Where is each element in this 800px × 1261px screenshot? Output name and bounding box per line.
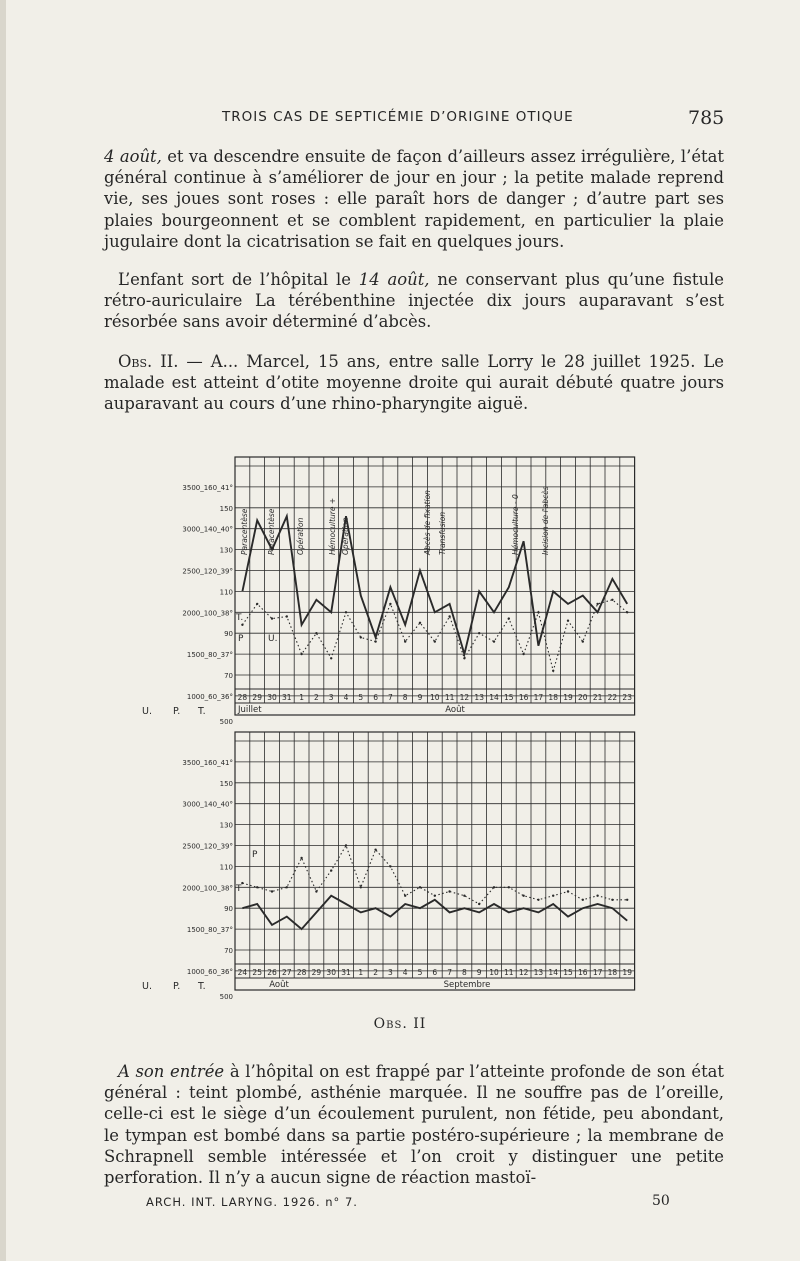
chart-annotation: Hémoculture + [328,497,337,555]
footer-signature: 50 [652,1193,670,1209]
pulse-point [419,622,421,624]
paragraph-2-before: L’enfant sort de l’hôpital le [118,270,359,289]
day-label: 3 [328,693,334,702]
day-label: 18 [548,693,558,702]
day-label: 8 [402,693,408,702]
day-label: 5 [358,693,364,702]
chart-annotation: Paracentèse [267,508,276,555]
day-label: 12 [518,968,529,977]
day-label: 29 [252,693,262,702]
axis-label: 3500_160_41° [182,483,233,492]
pulse-point [596,895,598,897]
obs-label: Obs. II. [118,352,179,371]
day-label: 29 [311,968,322,977]
pulse-point [241,882,243,884]
day-label: 28 [296,968,307,977]
day-label: 11 [504,968,514,977]
pulse-point [522,895,524,897]
axis-label: 2000_100_38° [182,884,233,893]
pulse-point [537,899,539,901]
paragraph-1-text: et va descendre ensuite de façon d’ailleurs assez irrégulière, l’état général continue à s’améliorer de jour en jour ; la petite malade reprend vie, ses joues sont roses : elle paraît hors de danger ; d’autre part ses plaies bourgeonnent et se comblent rapidement, en particulier la plaie jugulaire dont la cicatrisation se fait en quelques jours. [104,147,724,251]
axis-label: 110 [219,588,233,597]
axis-key-label: P. [173,706,181,717]
figure-caption: Obs. II [373,1016,427,1032]
paragraph-2-after: ne conservant plus qu’une fistule rétro-auriculaire La térébenthine injectée dix jours auparavant s’est résorbée sans avoir déterminé d’abcès. [104,270,725,332]
axis-label: 150 [219,779,233,788]
pulse-point [463,895,465,897]
chart-marker: T. [236,613,244,623]
day-label: 4 [343,693,349,702]
day-label: 5 [417,968,423,977]
chart-frame [235,457,635,715]
day-label: 21 [592,693,603,702]
pulse-point [345,611,347,613]
day-label: 26 [267,968,277,977]
axis-label: 500 [219,717,233,726]
day-label: 1 [358,968,364,977]
axis-label: 500 [219,992,233,1001]
day-label: 8 [462,968,467,977]
day-label: 1 [299,693,304,702]
axis-key-label: T. [198,981,206,992]
paragraph-3-text: — A... Marcel, 15 ans, entre salle Lorry le 28 juillet 1925. Le malade est atteint d’otite moyenne droite qui aurait débuté quatre jours auparavant au cours d’une rhino-pharyngite aiguë. [104,352,724,414]
chart-marker: P [238,634,244,644]
pulse-point [434,640,436,642]
pulse-point [567,890,569,892]
pulse-point [552,895,554,897]
footer [0,1193,800,1213]
chart-annotation: Incision de l'abcès [541,486,550,555]
pulse-point [493,886,495,888]
running-head [0,107,800,129]
pulse-point [404,640,406,642]
pulse-point [463,657,465,659]
pulse-point [256,886,258,888]
paragraph-admission [104,1061,724,1188]
pulse-point [596,603,598,605]
axis-key-label: U. [142,706,152,717]
day-label: 13 [533,968,544,977]
day-label: 13 [474,693,484,702]
axis-label: 90 [224,630,233,639]
day-label: 20 [578,693,588,702]
temperature-series-line [242,896,627,929]
pulse-point [330,657,332,659]
day-label: 2 [373,968,378,977]
pulse-point [419,886,421,888]
pulse-point [448,890,450,892]
page-edge [0,0,6,1261]
axis-label: 2500_120_39° [182,842,233,851]
pulse-point [286,886,288,888]
pulse-point [522,653,524,655]
temperature-chart-2 [140,730,650,1001]
axis-label: 1500_80_37° [186,926,233,935]
pulse-point [478,903,480,905]
day-label: 23 [622,693,632,702]
pulse-point [330,869,332,871]
day-label: 25 [252,968,262,977]
pulse-point [315,890,317,892]
day-label: 30 [326,968,336,977]
axis-label: 150 [219,504,233,513]
pulse-point [300,653,302,655]
running-title: TROIS CAS DE SEPTICÉMIE D’ORIGINE OTIQUE [222,109,574,125]
chart-annotation: Abcès de fixation [423,490,432,555]
pulse-point [374,849,376,851]
day-label: 22 [607,693,618,702]
pulse-point [626,899,628,901]
chart-annotation: Opération [296,517,305,555]
pulse-point [508,617,510,619]
pulse-point [611,599,613,601]
axis-label: 90 [224,905,233,914]
day-label: 30 [267,693,277,702]
axis-label: 2500_120_39° [182,567,233,576]
pulse-point [611,899,613,901]
paragraph-obs-2 [104,351,724,415]
pulse-point [360,886,362,888]
pulse-point [360,636,362,638]
day-label: 7 [447,968,452,977]
chart-frame [235,732,635,990]
day-label: 6 [432,968,438,977]
month-label: Juillet [238,705,262,715]
day-label: 9 [417,693,423,702]
paragraph-discharge [104,269,724,333]
day-label: 17 [533,693,544,702]
axis-key-label: P. [173,981,181,992]
pulse-point [582,899,584,901]
axis-label: 1500_80_37° [186,651,233,660]
day-label: 17 [592,968,603,977]
pulse-point [508,886,510,888]
pulse-point [404,895,406,897]
axis-label: 2000_100_38° [182,609,233,618]
axis-key-label: T. [198,706,206,717]
pulse-point [271,890,273,892]
pulse-point [300,857,302,859]
axis-label: 130 [219,821,233,830]
axis-label: 70 [224,947,233,955]
chart-annotation: Hémoculture - 0 [511,494,520,555]
pulse-point [374,640,376,642]
chart-marker: U. [268,634,278,644]
day-label: 19 [563,693,573,702]
pulse-point [567,620,569,622]
month-label: Août [269,980,289,990]
axis-label: 1000_60_36° [186,692,233,701]
day-label: 16 [518,693,529,702]
pulse-point [552,670,554,672]
day-label: 9 [476,968,482,977]
temperature-chart-1 [140,455,650,726]
day-label: 2 [314,693,319,702]
month-label: Août [445,705,465,715]
pulse-point [389,603,391,605]
day-label: 18 [607,968,618,977]
day-label: 19 [622,968,632,977]
chart-annotation: Paracentèse [240,508,249,555]
pulse-point [389,865,391,867]
day-label: 24 [237,968,248,977]
day-label: 14 [489,693,499,702]
day-label: 31 [282,693,292,702]
day-label: 6 [373,693,378,702]
pulse-point [434,895,436,897]
pulse-point [537,611,539,613]
pulse-point [582,640,584,642]
chart-2-svg [140,730,650,1001]
date-14-aout: 14 août, [358,270,430,289]
pulse-point [271,617,273,619]
paragraph-4-text: à l’hôpital on est frappé par l’atteinte profonde de son état général : teint plombé, asthénie marquée. Il ne souffre pas de l’oreille, celle-ci est le siège d’un écoulement purulent, non fétide, peu abondant, le tympan est bombé dans sa partie postéro-supérieure ; la membrane de Schrapnell semble intéressée et l’on croit y distinguer une petite perforation. Il n’y a aucun signe de réaction mastoï- [104,1062,725,1188]
axis-label: 130 [219,546,233,555]
lead-a-son-entree: A son entrée [118,1062,225,1081]
axis-key-label: U. [142,981,152,992]
axis-label: 3000_140_40° [182,525,233,534]
pulse-point [345,844,347,846]
day-label: 28 [237,693,248,702]
day-label: 16 [578,968,588,977]
chart-marker: T [236,884,242,894]
axis-label: 3500_160_41° [182,758,233,767]
pulse-point [448,615,450,617]
pulse-point [286,615,288,617]
day-label: 10 [430,693,440,702]
pulse-point [478,632,480,634]
pulse-point [626,611,628,613]
day-label: 15 [504,693,514,702]
date-4-aout: 4 août, [104,147,162,166]
axis-label: 70 [224,672,233,680]
chart-annotation: Opération [341,517,350,555]
day-label: 27 [282,968,292,977]
chart-marker: P [252,850,258,860]
day-label: 10 [489,968,499,977]
day-label: 31 [341,968,351,977]
pulse-point [241,624,243,626]
day-label: 3 [388,968,393,977]
day-label: 4 [402,968,408,977]
axis-label: 3000_140_40° [182,800,233,809]
paragraph-continuation [104,146,724,252]
day-label: 14 [548,968,558,977]
day-label: 11 [444,693,455,702]
axis-label: 1000_60_36° [186,967,233,976]
month-label: Septembre [443,980,491,990]
chart-annotation: Transfusion [438,511,447,555]
axis-label: 110 [219,863,233,872]
pulse-point [493,640,495,642]
footer-journal: ARCH. INT. LARYNG. 1926. n° 7. [146,1195,358,1209]
day-label: 12 [459,693,470,702]
day-label: 7 [388,693,393,702]
chart-1-svg [140,455,650,726]
page-number: 785 [688,107,725,129]
pulse-point [256,603,258,605]
day-label: 15 [563,968,573,977]
pulse-point [315,632,317,634]
